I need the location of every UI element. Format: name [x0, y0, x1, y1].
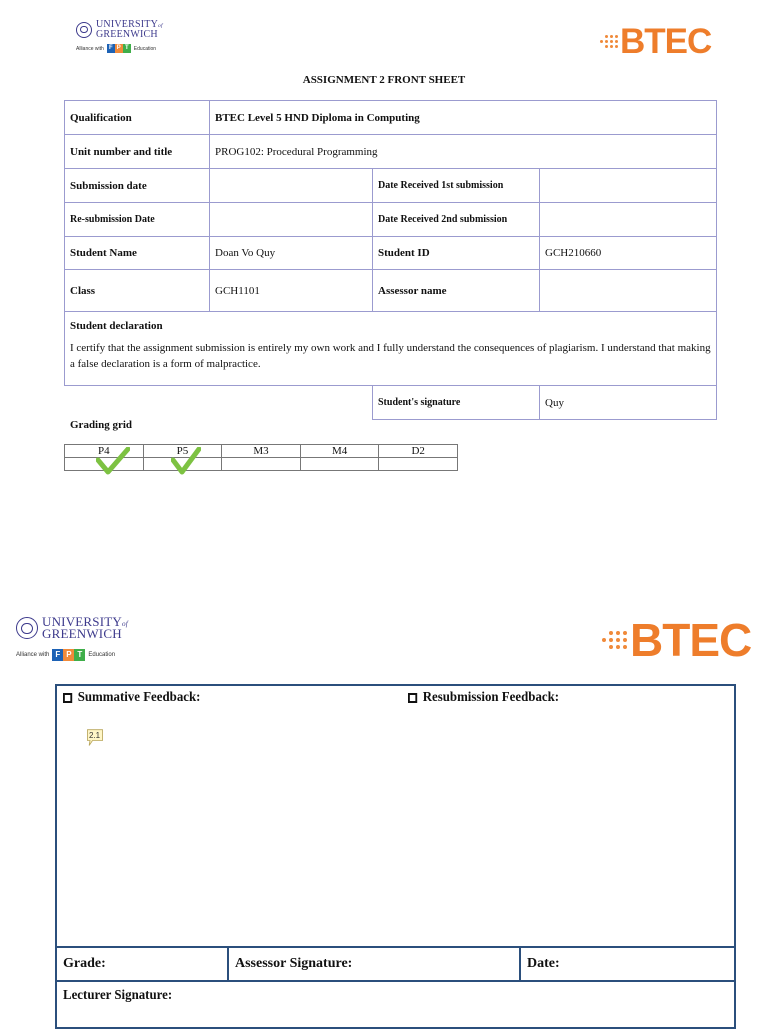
grading-grid-label: Grading grid: [70, 419, 133, 431]
university-logo: UNIVERSITYof GREENWICH Alliance with F P T Education: [76, 19, 163, 52]
university-logo-page2: UNIVERSITYof GREENWICH Alliance with F P T Education: [16, 614, 128, 659]
comment-marker[interactable]: [85, 728, 107, 752]
class-label: Class: [65, 270, 210, 312]
unit-value: PROG102: Procedural Programming: [210, 135, 717, 169]
lecturer-signature-label: Lecturer Signature:: [63, 988, 173, 1003]
grade-row: [57, 946, 734, 982]
date-received-2-value: [540, 203, 717, 237]
assessor-label: Assessor name: [373, 270, 540, 312]
check-icon-p5: [171, 447, 201, 475]
resubmission-feedback-checkbox[interactable]: [408, 693, 417, 703]
check-icon-p4: [96, 447, 130, 475]
summative-feedback-heading: Summative Feedback:: [63, 690, 200, 706]
university-seal-icon: [76, 22, 92, 38]
student-name-value: Doan Vo Quy: [210, 237, 373, 270]
sheet-title: ASSIGNMENT 2 FRONT SHEET: [302, 74, 466, 86]
declaration-text: I certify that the assignment submission is entirely my own work and I fully understand the consequences of plagiarism. I understand that making a false declaration is a form of malpractice.: [70, 342, 711, 370]
signature-label: Student's signature: [373, 386, 540, 420]
resubmission-date-label: Re-submission Date: [65, 203, 210, 237]
front-sheet-table: [64, 100, 717, 420]
resubmission-feedback-heading: Resubmission Feedback:: [408, 690, 559, 706]
grade-header-d2: D2: [379, 445, 458, 458]
date-label: Date:: [527, 956, 560, 971]
grade-header-m4: M4: [300, 445, 379, 458]
grade-header-m3: M3: [222, 445, 301, 458]
btec-wordmark: BTEC: [620, 22, 712, 61]
student-id-label: Student ID: [373, 237, 540, 270]
signature-value: Quy: [540, 386, 717, 420]
grade-cell-d2: [379, 458, 458, 471]
summative-feedback-checkbox[interactable]: [63, 693, 72, 703]
grade-label: Grade:: [57, 948, 229, 980]
btec-dots-icon: [602, 631, 627, 649]
date-received-2-label: Date Received 2nd submission: [373, 203, 540, 237]
btec-wordmark: BTEC: [630, 614, 752, 666]
resubmission-date-value: [210, 203, 373, 237]
declaration-heading: Student declaration: [70, 320, 163, 332]
btec-logo: [600, 24, 711, 59]
comment-marker-label: 2.1: [89, 731, 101, 740]
declaration-cell: [65, 312, 717, 386]
btec-dots-icon: [600, 35, 618, 48]
submission-date-label: Submission date: [65, 169, 210, 203]
grade-header-p4: P4: [65, 445, 144, 458]
fpt-logo: F P T: [107, 44, 131, 53]
submission-date-value: [210, 169, 373, 203]
date-received-1-value: [540, 169, 717, 203]
qualification-value: BTEC Level 5 HND Diploma in Computing: [210, 101, 717, 135]
grade-header-p5: P5: [143, 445, 222, 458]
student-name-label: Student Name: [65, 237, 210, 270]
unit-label: Unit number and title: [65, 135, 210, 169]
class-value: GCH1101: [210, 270, 373, 312]
student-id-value: GCH210660: [540, 237, 717, 270]
feedback-box: [55, 684, 736, 1029]
grade-cell-m3: [222, 458, 301, 471]
assessor-value: [540, 270, 717, 312]
grade-cell-m4: [300, 458, 379, 471]
fpt-logo: F P T: [52, 649, 85, 661]
university-name-2: GREENWICH: [96, 28, 158, 40]
btec-logo-page2: [602, 614, 752, 666]
assessor-signature-label: Assessor Signature:: [229, 948, 521, 980]
university-seal-icon: [16, 617, 38, 639]
university-name: UNIVERSITY: [96, 19, 158, 30]
qualification-label: Qualification: [65, 101, 210, 135]
date-received-1-label: Date Received 1st submission: [373, 169, 540, 203]
